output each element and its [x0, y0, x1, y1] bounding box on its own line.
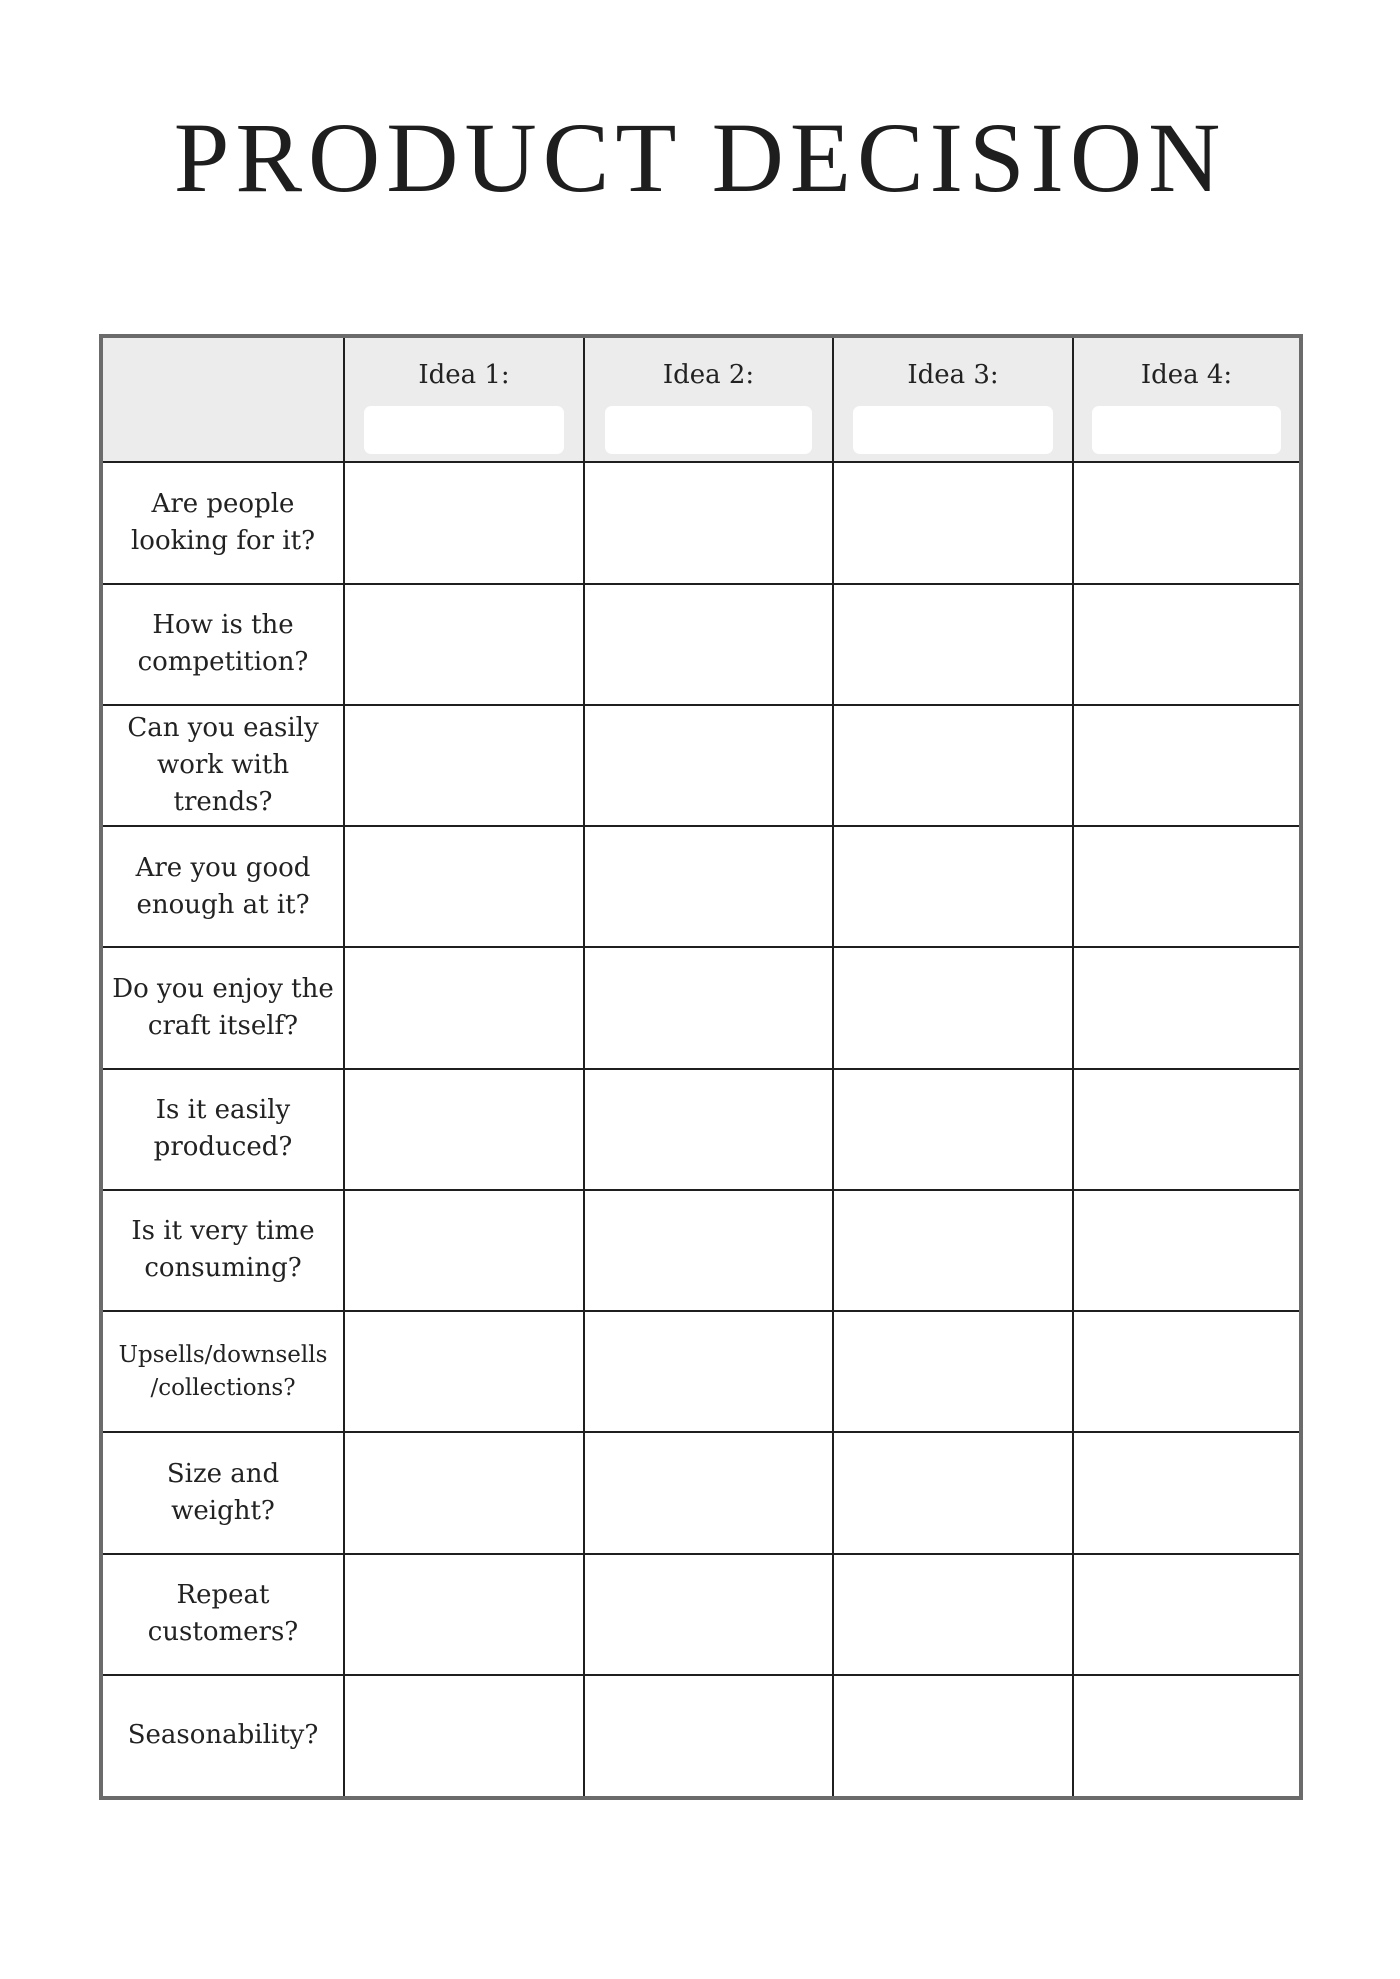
answer-cell[interactable]: [584, 1311, 833, 1432]
answer-cell[interactable]: [833, 826, 1073, 947]
decision-table: [99, 334, 1303, 1800]
answer-cell[interactable]: [344, 705, 584, 826]
table-row: [103, 1554, 1299, 1675]
answer-cell[interactable]: [344, 1069, 584, 1190]
idea-name-field-3[interactable]: [853, 406, 1053, 454]
answer-cell[interactable]: [584, 1675, 833, 1796]
idea-header-4: [1073, 338, 1299, 462]
table-row: [103, 1675, 1299, 1796]
answer-cell[interactable]: [584, 1432, 833, 1553]
idea-label: Idea 1:: [418, 360, 510, 390]
answer-cell[interactable]: [833, 705, 1073, 826]
answer-cell[interactable]: [833, 1432, 1073, 1553]
idea-name-field-4[interactable]: [1092, 406, 1281, 454]
answer-cell[interactable]: [1073, 1554, 1299, 1675]
answer-cell[interactable]: [833, 1190, 1073, 1311]
idea-header-1: [344, 338, 584, 462]
answer-cell[interactable]: [344, 1554, 584, 1675]
question-label: Seasonability?: [103, 1675, 344, 1796]
table-row: [103, 584, 1299, 705]
corner-cell: [103, 338, 344, 462]
answer-cell[interactable]: [344, 1311, 584, 1432]
answer-cell[interactable]: [833, 1675, 1073, 1796]
answer-cell[interactable]: [584, 947, 833, 1068]
answer-cell[interactable]: [1073, 947, 1299, 1068]
question-label: Do you enjoy the craft itself?: [103, 947, 344, 1068]
answer-cell[interactable]: [1073, 705, 1299, 826]
answer-cell[interactable]: [1073, 1190, 1299, 1311]
answer-cell[interactable]: [1073, 826, 1299, 947]
answer-cell[interactable]: [584, 462, 833, 583]
answer-cell[interactable]: [1073, 462, 1299, 583]
table-row: [103, 1069, 1299, 1190]
answer-cell[interactable]: [584, 705, 833, 826]
question-label: Can you easily work with trends?: [103, 705, 344, 826]
answer-cell[interactable]: [833, 1069, 1073, 1190]
answer-cell[interactable]: [833, 1311, 1073, 1432]
answer-cell[interactable]: [1073, 1675, 1299, 1796]
question-label: Repeat customers?: [103, 1554, 344, 1675]
answer-cell[interactable]: [833, 1554, 1073, 1675]
answer-cell[interactable]: [584, 584, 833, 705]
idea-label: Idea 4:: [1140, 360, 1233, 390]
question-label: Are you good enough at it?: [103, 826, 344, 947]
idea-header-2: [584, 338, 833, 462]
table-row: [103, 947, 1299, 1068]
table-row: [103, 1432, 1299, 1553]
idea-header-3: [833, 338, 1073, 462]
answer-cell[interactable]: [584, 826, 833, 947]
answer-cell[interactable]: [584, 1554, 833, 1675]
table-row: [103, 705, 1299, 826]
question-rows: [103, 462, 1299, 1796]
table-row: [103, 462, 1299, 583]
question-label: Size and weight?: [103, 1432, 344, 1553]
answer-cell[interactable]: [1073, 1069, 1299, 1190]
question-label: Is it very time consuming?: [103, 1190, 344, 1311]
answer-cell[interactable]: [833, 947, 1073, 1068]
answer-cell[interactable]: [344, 462, 584, 583]
answer-cell[interactable]: [344, 1675, 584, 1796]
idea-label: Idea 2:: [662, 360, 755, 390]
question-label: Are people looking for it?: [103, 462, 344, 583]
page-title: PRODUCT DECISION: [173, 102, 1227, 213]
answer-cell[interactable]: [1073, 1311, 1299, 1432]
idea-name-field-1[interactable]: [364, 406, 564, 454]
table-row: [103, 1311, 1299, 1432]
answer-cell[interactable]: [584, 1190, 833, 1311]
answer-cell[interactable]: [344, 1190, 584, 1311]
answer-cell[interactable]: [833, 462, 1073, 583]
answer-cell[interactable]: [344, 826, 584, 947]
answer-cell[interactable]: [584, 1069, 833, 1190]
answer-cell[interactable]: [1073, 584, 1299, 705]
answer-cell[interactable]: [344, 584, 584, 705]
idea-label: Idea 3:: [907, 360, 999, 390]
answer-cell[interactable]: [833, 584, 1073, 705]
table-row: [103, 1190, 1299, 1311]
table-row: [103, 826, 1299, 947]
answer-cell[interactable]: [344, 947, 584, 1068]
answer-cell[interactable]: [1073, 1432, 1299, 1553]
answer-cell[interactable]: [344, 1432, 584, 1553]
question-label: Is it easily produced?: [103, 1069, 344, 1190]
header-row: [103, 338, 1299, 462]
question-label: How is the competition?: [103, 584, 344, 705]
question-label: Upsells/downsells /collections?: [103, 1311, 344, 1432]
idea-name-field-2[interactable]: [605, 406, 812, 454]
